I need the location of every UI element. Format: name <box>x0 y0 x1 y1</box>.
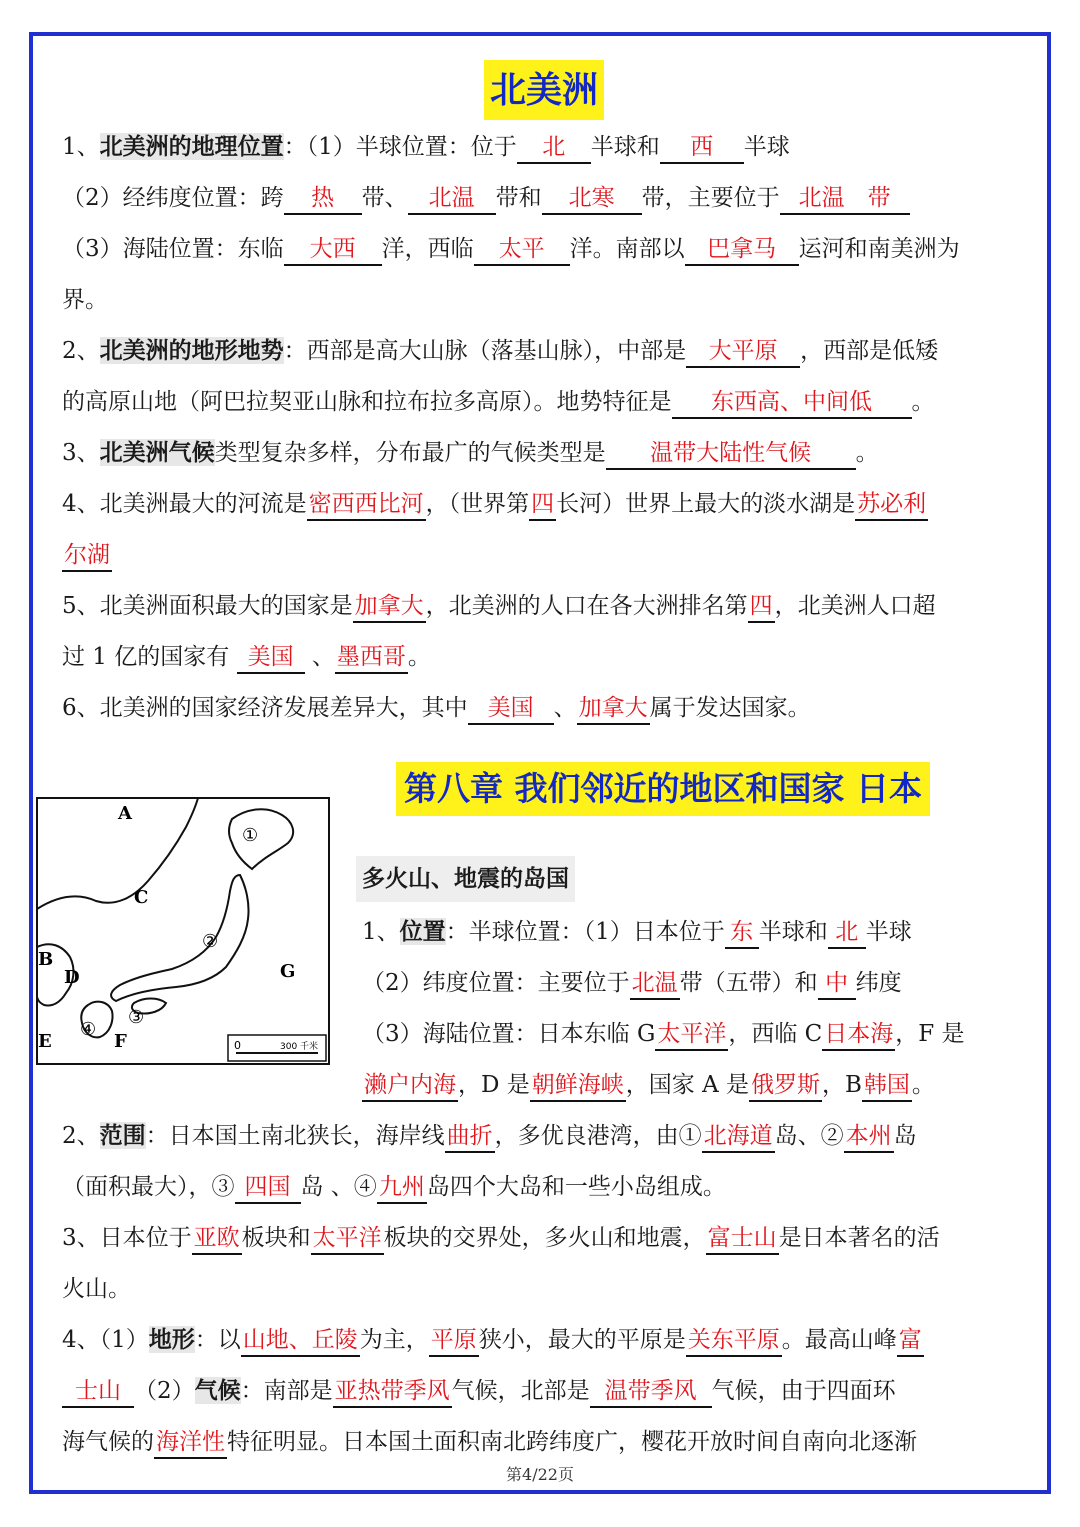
japan-map <box>36 797 330 1065</box>
answer-blank: 美国 <box>237 642 305 674</box>
na-line-6: 4、北美洲最大的河流是密西西比河，（世界第四长河）世界上最大的淡水湖是苏必利 <box>62 482 928 526</box>
answer-blank: 韩国 <box>862 1070 912 1102</box>
na-line-4: 2、北美洲的地形地势：西部是高大山脉（落基山脉），中部是 大平原 ，西部是低矮 <box>62 329 938 373</box>
answer-blank: 九州 <box>377 1172 427 1204</box>
na-line-3: （3）海陆位置：东临 大西 洋，西临 太平 洋。南部以 巴拿马 运河和南美洲为 <box>62 227 960 271</box>
answer-blank: 富 <box>897 1325 924 1357</box>
na-line-7: 5、北美洲面积最大的国家是加拿大，北美洲的人口在各大洲排名第四，北美洲人口超 <box>62 584 936 628</box>
jp-line-10: 海气候的海洋性特征明显。日本国土面积南北跨纬度广，樱花开放时间自南向北逐渐 <box>62 1420 917 1464</box>
scale-zero: 0 <box>234 1039 241 1052</box>
jp-line-7b: 火山。 <box>62 1276 131 1302</box>
map-label-d: D <box>64 967 80 988</box>
answer-blank: 美国 <box>468 693 554 725</box>
heading-label: 位置 <box>399 918 446 945</box>
answer-blank: 大平原 <box>686 336 800 368</box>
answer-blank: 亚热带季风 <box>333 1376 452 1408</box>
answer-blank: 大西 <box>284 234 382 266</box>
japan-subhead: 多火山、地震的岛国 <box>356 856 575 902</box>
answer-blank: 本州 <box>844 1121 894 1153</box>
map-marker-1: ① <box>242 825 259 846</box>
heading-label: 地形 <box>148 1326 195 1353</box>
answer-blank: 北海道 <box>702 1121 775 1153</box>
answer-blank: 密西西比河 <box>307 489 426 521</box>
answer-blank: 四 <box>748 591 775 623</box>
answer-blank: 北温 <box>408 183 496 215</box>
map-label-b: B <box>38 949 54 970</box>
answer-blank: 加拿大 <box>353 591 426 623</box>
answer-blank: 温带大陆性气候 <box>606 438 856 470</box>
answer-blank: 平原 <box>429 1325 479 1357</box>
na-line-4b: 的高原山地（阿巴拉契亚山脉和拉布拉多高原）。地势特征是 东西高、中间低 。 <box>62 380 935 424</box>
answer-blank: 山地、丘陵 <box>241 1325 360 1357</box>
map-label-g: G <box>280 961 296 982</box>
heading-label: 北美洲气候 <box>99 439 215 466</box>
jp-line-4: 濑户内海，D 是朝鲜海峡，国家 A 是俄罗斯，B韩国。 <box>362 1063 935 1107</box>
jp-line-7: 3、日本位于亚欧板块和太平洋板块的交界处，多火山和地震，富士山是日本著名的活 <box>62 1216 940 1260</box>
answer-blank: 东西高、中间低 <box>672 387 912 419</box>
jp-line-2: （2）纬度位置：主要位于北温带（五带）和 中 纬度 <box>362 961 902 1005</box>
answer-blank: 墨西哥 <box>335 642 408 674</box>
map-marker-2: ② <box>202 931 219 952</box>
na-line-5: 3、北美洲气候类型复杂多样，分布最广的气候类型是 温带大陆性气候 。 <box>62 431 879 475</box>
answer-blank: 俄罗斯 <box>749 1070 822 1102</box>
jp-line-6: （面积最大），③ 四国 岛 、④九州岛四个大岛和一些小岛组成。 <box>62 1165 726 1209</box>
heading-label: 气候 <box>194 1377 241 1404</box>
answer-blank: 中 <box>818 968 856 1000</box>
answer-blank: 北寒 <box>542 183 642 215</box>
section-title: 北美洲 <box>484 60 604 120</box>
jp-line-5: 2、范围：日本国土南北狭长，海岸线曲折，多优良港湾，由①北海道岛、②本州岛 <box>62 1114 917 1158</box>
answer-blank: 温带季风 <box>590 1376 712 1408</box>
answer-blank: 北温 带 <box>780 183 910 215</box>
jp-line-3: （3）海陆位置：日本东临 G太平洋，西临 C日本海，F 是 <box>362 1012 965 1056</box>
page-number: 第4/22页 <box>506 1465 574 1484</box>
answer-blank: 东 <box>725 917 759 949</box>
heading-label: 范围 <box>99 1122 146 1149</box>
jp-line-9: 士山 （2）气候：南部是亚热带季风气候，北部是 温带季风 气候，由于四面环 <box>62 1369 896 1413</box>
answer-blank: 北 <box>828 917 866 949</box>
answer-blank: 太平洋 <box>311 1223 384 1255</box>
answer-blank: 加拿大 <box>577 693 650 725</box>
answer-blank: 北温 <box>630 968 680 1000</box>
answer-blank: 日本海 <box>822 1019 895 1051</box>
na-line-7b: 过 1 亿的国家有 美国 、墨西哥。 <box>62 635 431 679</box>
na-line-1: 1、北美洲的地理位置：（1）半球位置：位于 北 半球和 西 半球 <box>62 125 790 169</box>
answer-blank: 热 <box>284 183 362 215</box>
answer-blank: 海洋性 <box>154 1427 227 1459</box>
answer-blank: 关东平原 <box>686 1325 782 1357</box>
map-marker-4: ④ <box>80 1019 97 1040</box>
answer-blank: 北 <box>517 132 591 164</box>
answer-blank: 尔湖 <box>62 540 112 572</box>
na-line-8: 6、北美洲的国家经济发展差异大，其中 美国 、加拿大属于发达国家。 <box>62 686 811 730</box>
answer-blank: 苏必利 <box>855 489 928 521</box>
answer-blank: 四国 <box>235 1172 301 1204</box>
map-label-f: F <box>114 1031 127 1052</box>
scale-label: 300 千米 <box>280 1042 319 1052</box>
answer-blank: 亚欧 <box>192 1223 242 1255</box>
jp-line-1: 1、位置：半球位置：（1）日本位于 东 半球和 北 半球 <box>362 910 912 954</box>
answer-blank: 濑户内海 <box>362 1070 458 1102</box>
map-label-e: E <box>38 1031 52 1052</box>
na-line-6b <box>62 533 112 577</box>
answer-blank: 士山 <box>62 1376 134 1408</box>
heading-label: 北美洲的地形地势 <box>99 337 284 364</box>
chapter-title: 第八章 我们邻近的地区和国家 日本 <box>396 762 930 816</box>
answer-blank: 西 <box>660 132 744 164</box>
jp-line-8: 4、（1）地形：以山地、丘陵为主，平原狭小，最大的平原是关东平原。最高山峰富 <box>62 1318 924 1362</box>
heading-label: 北美洲的地理位置 <box>99 133 284 160</box>
answer-blank: 巴拿马 <box>685 234 799 266</box>
map-label-a: A <box>118 803 132 824</box>
answer-blank: 富士山 <box>706 1223 779 1255</box>
answer-blank: 曲折 <box>445 1121 495 1153</box>
na-line-2: （2）经纬度位置：跨 热 带、 北温 带和 北寒 带，主要位于 北温 带 <box>62 176 910 220</box>
na-line-3b: 界。 <box>62 287 108 313</box>
map-label-c: C <box>134 887 149 908</box>
answer-blank: 太平 <box>474 234 570 266</box>
map-marker-3: ③ <box>128 1007 145 1028</box>
answer-blank: 四 <box>529 489 556 521</box>
answer-blank: 朝鲜海峡 <box>530 1070 626 1102</box>
answer-blank: 太平洋 <box>655 1019 728 1051</box>
